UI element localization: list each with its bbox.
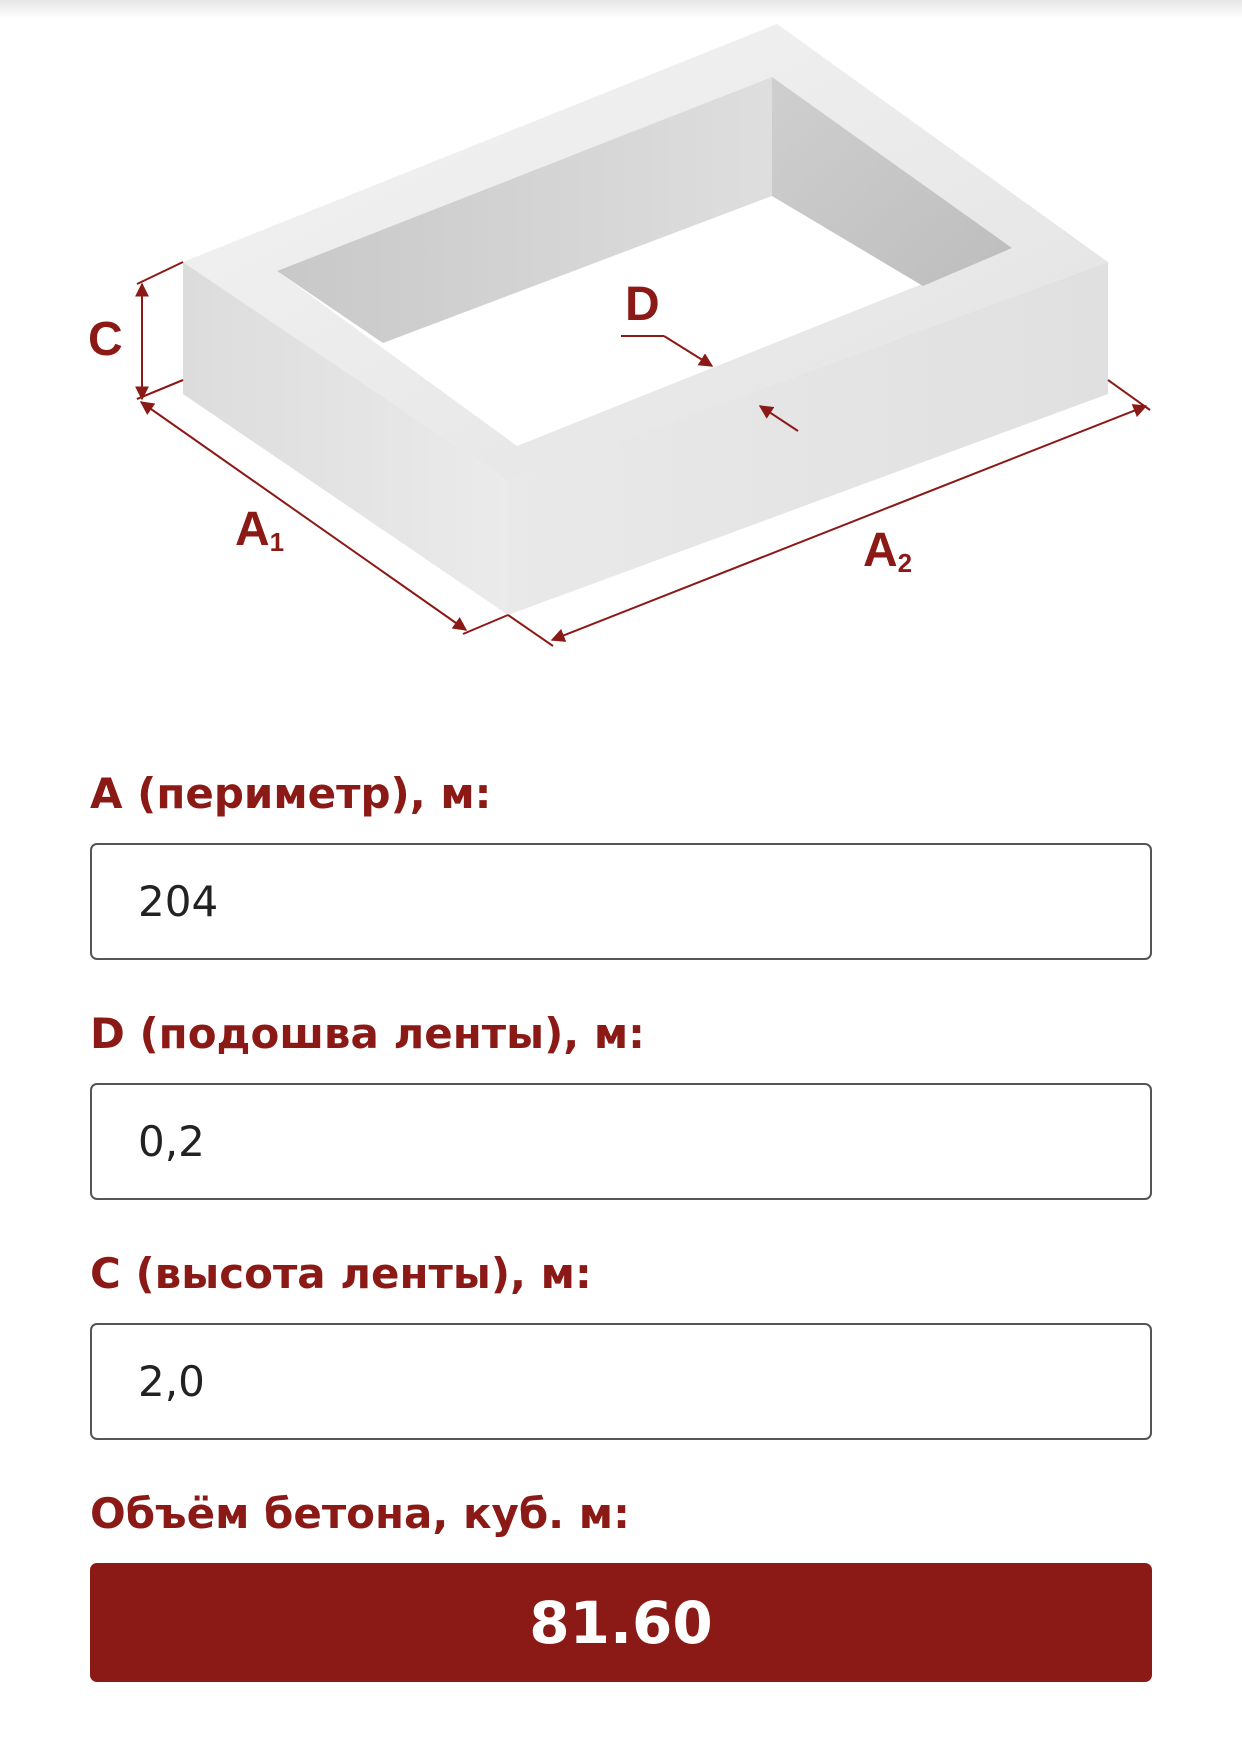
a1-label bbox=[235, 503, 284, 557]
a1-sub: 1 bbox=[269, 527, 285, 557]
perimeter-label: A (периметр), м: bbox=[90, 769, 492, 818]
a2-sub: 2 bbox=[897, 548, 913, 578]
result-value: 81.60 bbox=[90, 1563, 1152, 1682]
height-input[interactable] bbox=[90, 1323, 1152, 1440]
d-label: D bbox=[625, 278, 660, 331]
c-label: C bbox=[88, 313, 123, 366]
c-dimension bbox=[137, 262, 183, 399]
result-label: Объём бетона, куб. м: bbox=[90, 1489, 630, 1538]
a2-label bbox=[863, 524, 912, 578]
foundation-diagram bbox=[0, 0, 1242, 680]
perimeter-input[interactable] bbox=[90, 843, 1152, 960]
sole-width-input[interactable] bbox=[90, 1083, 1152, 1200]
sole-width-label: D (подошва ленты), м: bbox=[90, 1009, 645, 1058]
height-label: C (высота ленты), м: bbox=[90, 1249, 592, 1298]
a1-letter: A bbox=[235, 503, 270, 556]
a2-letter: A bbox=[863, 524, 898, 577]
